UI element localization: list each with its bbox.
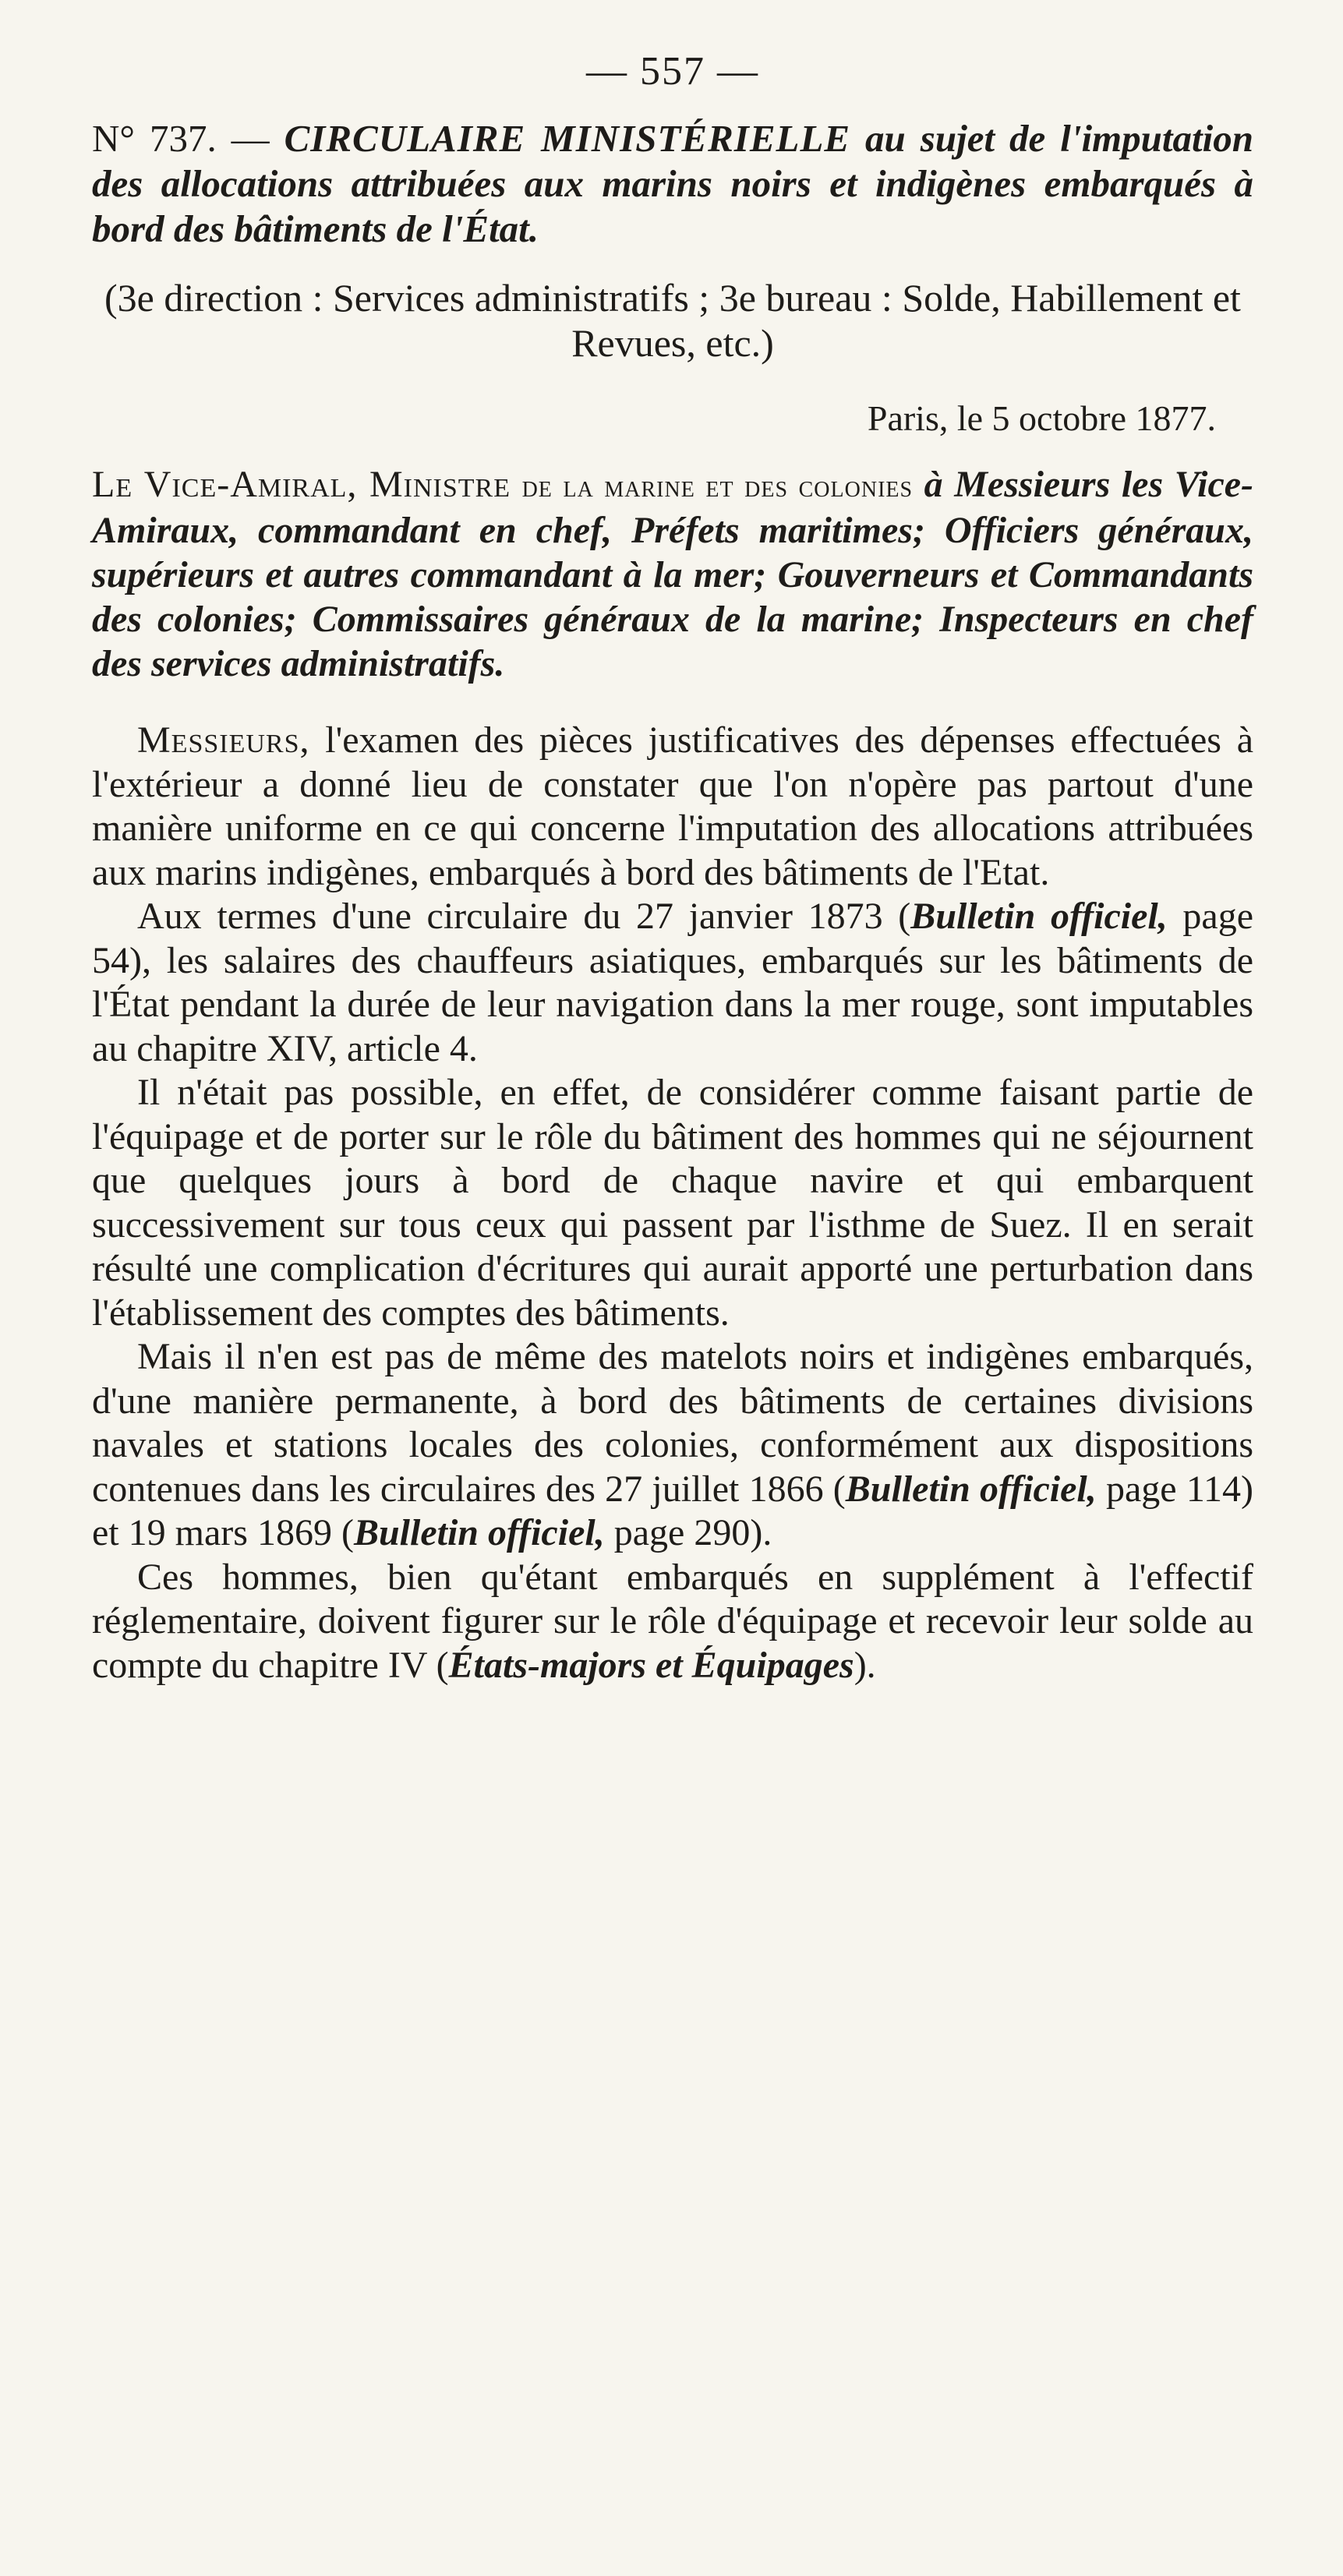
paragraph-4 bbox=[92, 1335, 1253, 1556]
paragraph-2-text-b: page 54), les salaires des chauffeurs asiatiques, embarqués sur les bâtiments de l'État pendant la durée de leur navigation dans la mer rouge, sont imputables au chapitre XIV, article 4. bbox=[92, 896, 1254, 1069]
sender: Le Vice-Amiral, Ministre bbox=[92, 464, 511, 505]
sender-department: de la marine et des colonies bbox=[521, 468, 914, 504]
bulletin-reference: Bulletin officiel, bbox=[845, 1468, 1097, 1510]
paragraph-4-text-b: page 114) et 19 mars 1869 ( bbox=[92, 1468, 1254, 1553]
page-number: — 557 — bbox=[586, 49, 759, 94]
bulletin-reference: Bulletin officiel, bbox=[910, 896, 1168, 937]
paragraph-5-text-a: Ces hommes, bien qu'étant embarqués en supplément à l'effectif réglementaire, doivent figurer sur le rôle d'équipage et recevoir leur solde au compte du chapitre IV ( bbox=[92, 1556, 1253, 1686]
document-page bbox=[92, 48, 1253, 1687]
chapter-reference: États-majors et Équipages bbox=[448, 1644, 854, 1686]
circular-subject: au sujet de l'imputation des allocations attribuées aux marins noirs et indigènes embarqués à bord des bâtiments de l'État. bbox=[92, 117, 1254, 250]
paragraph-4-text-a: Mais il n'en est pas de même des matelots noirs et indigènes embarqués, d'une manière permanente, à bord des bâtiments de certaines divisions navales et stations locales des colonies, conformément aux dispositions contenues dans les circulaires des 27 juillet 1866 ( bbox=[92, 1336, 1253, 1510]
paragraph-5 bbox=[92, 1556, 1253, 1688]
direction-note: (3e direction : Services administratifs ; 3e bureau : Solde, Habillement et Revues, etc.) bbox=[104, 276, 1241, 365]
paragraph-2 bbox=[92, 895, 1253, 1071]
paragraph-4-text-c: page 290). bbox=[604, 1512, 772, 1553]
circular-heading bbox=[92, 116, 1253, 252]
salutation: Messieurs, bbox=[137, 719, 310, 761]
recipients: Messieurs les Vice-Amiraux, commandant en chef, Préfets maritimes; Officiers généraux, supérieurs et autres commandant à la mer; Gouverneurs et Commandants des colonies; Commissaires généraux de la marine; Inspecteurs en chef des services administratifs. bbox=[92, 464, 1254, 684]
circular-title: CIRCULAIRE MINISTÉRIELLE bbox=[284, 117, 851, 160]
paragraph-2-text-a: Aux termes d'une circulaire du 27 janvier 1873 ( bbox=[137, 896, 911, 937]
letter-body bbox=[92, 719, 1253, 1687]
circular-number: N° 737. — bbox=[92, 117, 270, 160]
paragraph-3: Il n'était pas possible, en effet, de considérer comme faisant partie de l'équipage et de porter sur le rôle du bâtiment des hommes qui ne séjournent que quelques jours à bord de chaque navire et qui embarquent successivement sur tous ceux qui passent par l'isthme de Suez. Il en serait résulté une complication d'écritures qui aurait apporté une perturbation dans l'établissement des comptes des bâtiments. bbox=[92, 1072, 1253, 1334]
paragraph-1-text: l'examen des pièces justificatives des dépenses effectuées à l'extérieur a donné lieu de constater que l'on n'opère pas partout d'une manière uniforme en ce qui concerne l'imputation des allocations attribuées aux marins indigènes, embarqués à bord des bâtiments de l'Etat. bbox=[92, 719, 1253, 893]
bulletin-reference: Bulletin officiel, bbox=[353, 1512, 605, 1553]
paragraph-5-text-b: ). bbox=[854, 1644, 876, 1686]
address-block bbox=[92, 462, 1253, 686]
paragraph-1 bbox=[92, 719, 1253, 895]
address-to: à bbox=[924, 464, 943, 505]
date-line: Paris, le 5 octobre 1877. bbox=[867, 398, 1216, 438]
